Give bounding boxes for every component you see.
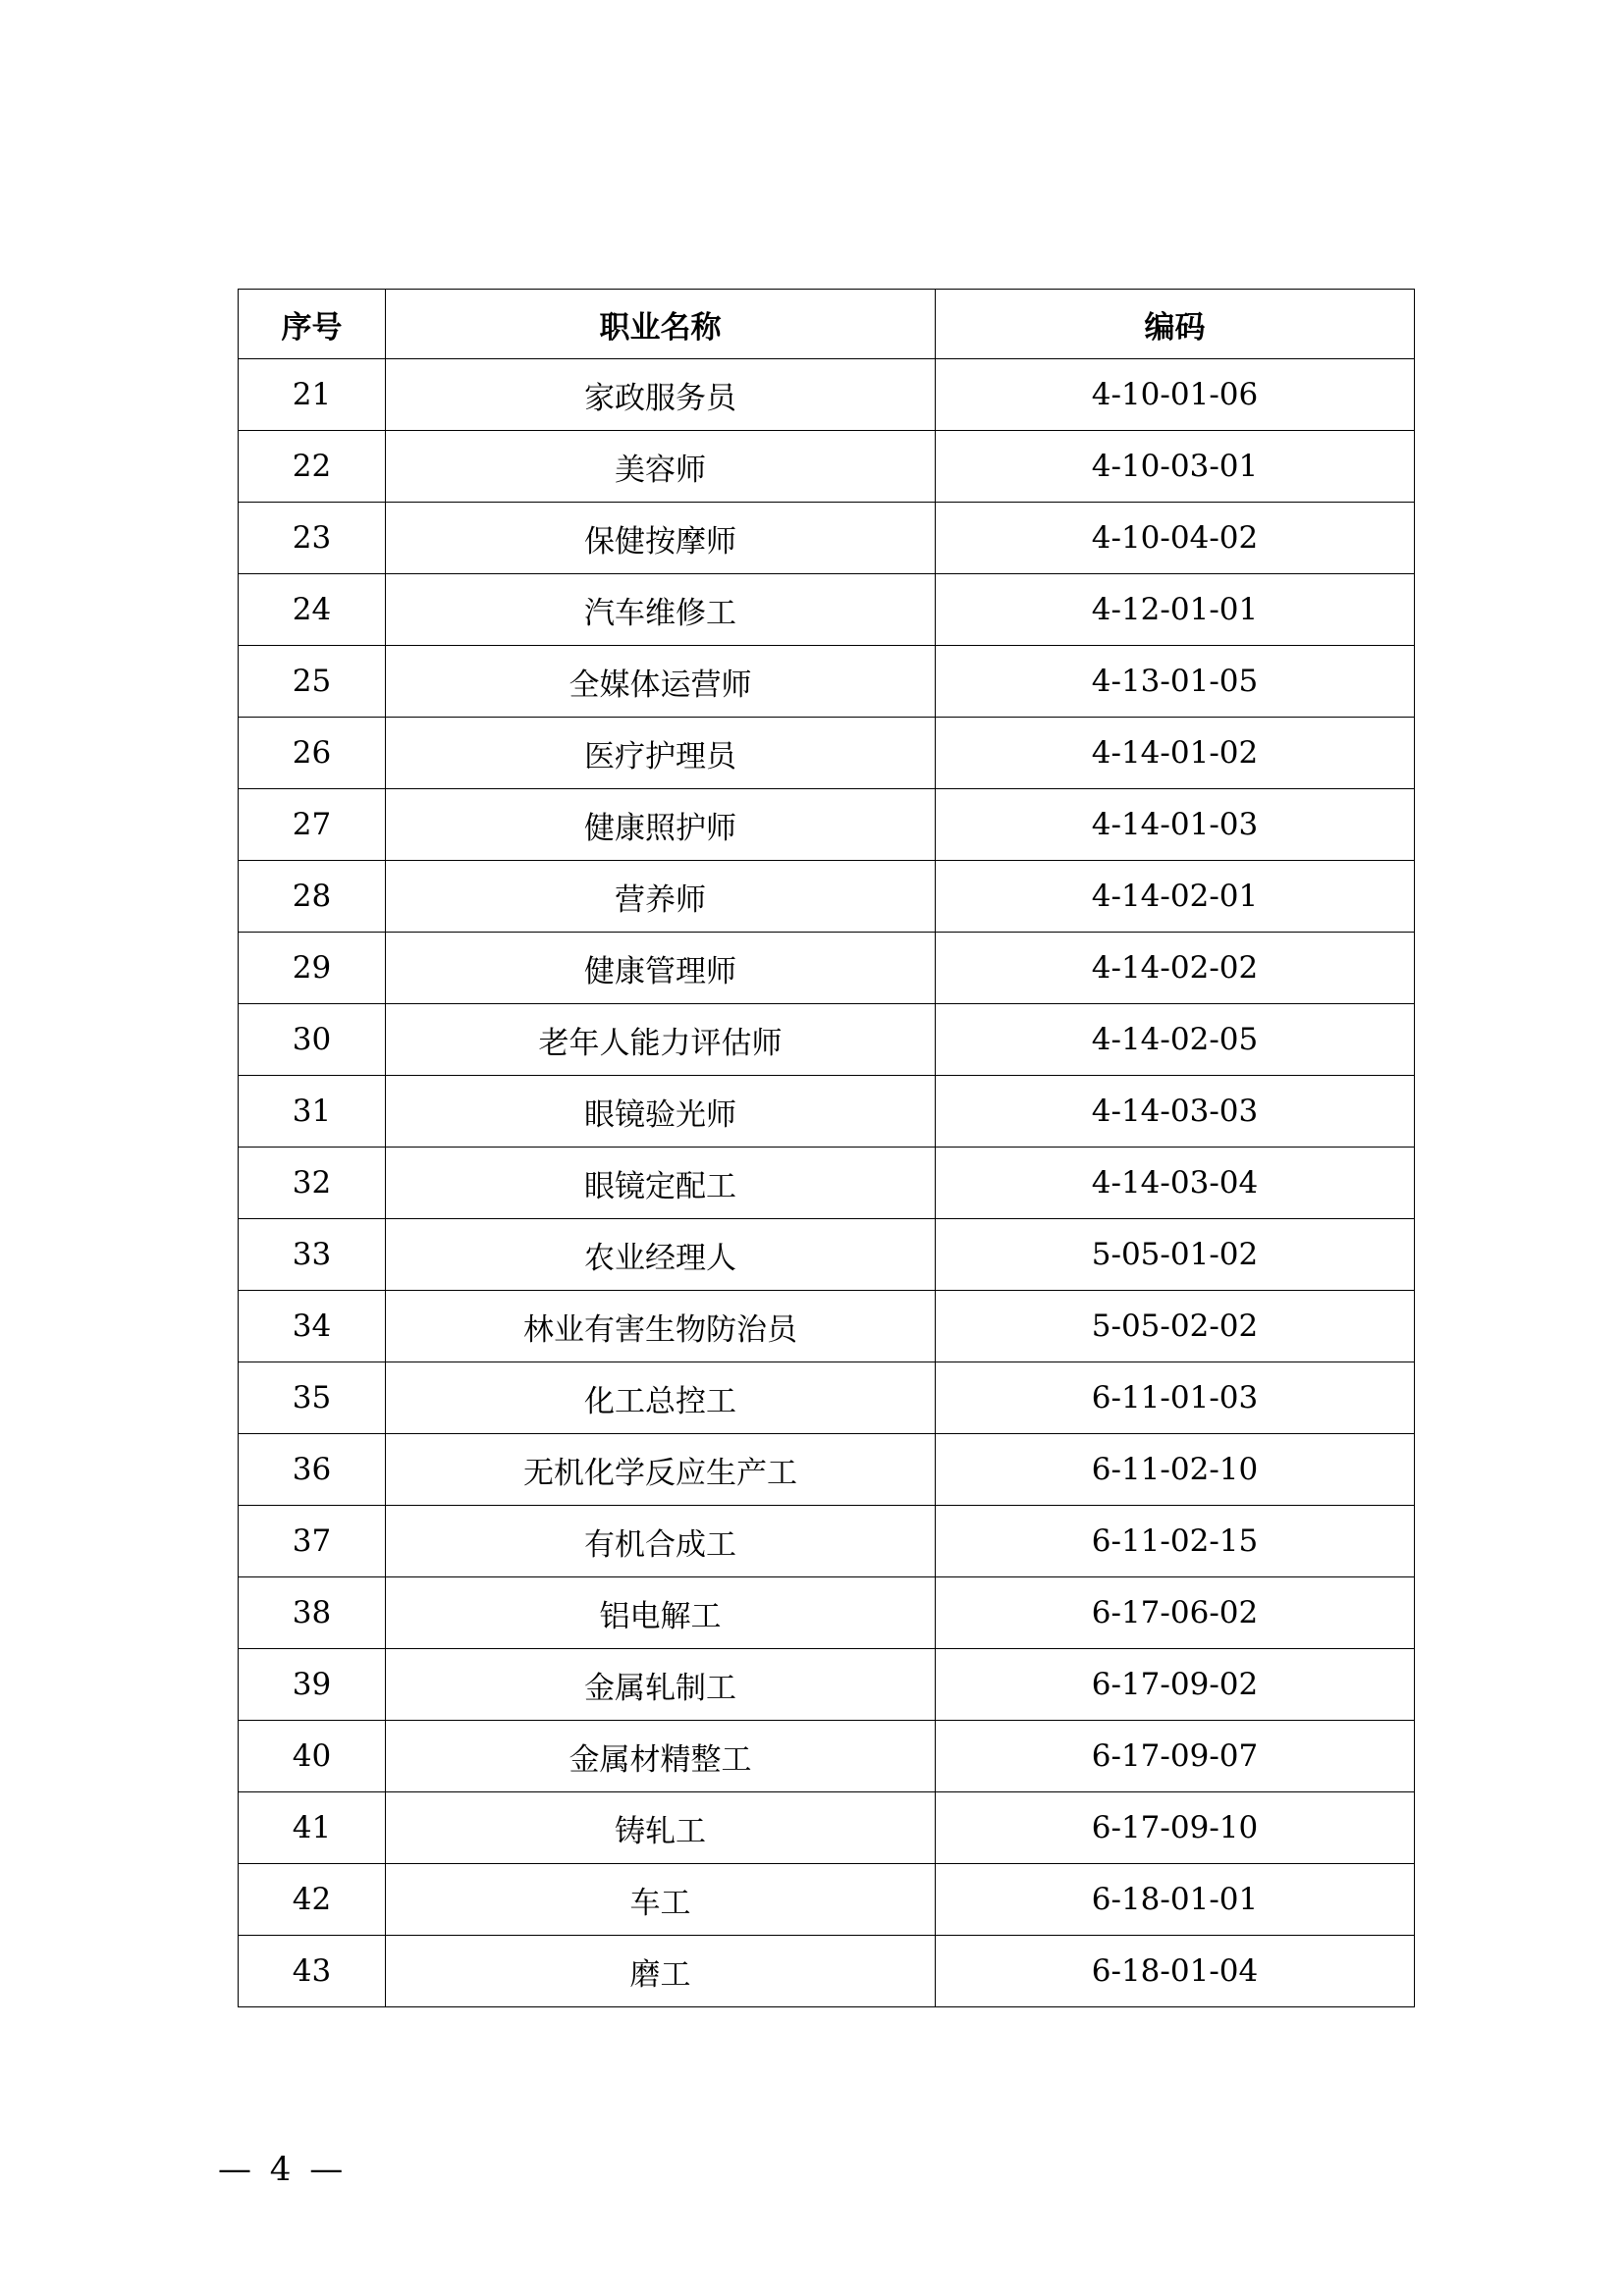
cell-occupation-name: 无机化学反应生产工 xyxy=(386,1434,936,1506)
cell-seq: 38 xyxy=(239,1577,386,1649)
cell-code: 4-14-03-04 xyxy=(936,1148,1415,1219)
table-row xyxy=(239,1577,1415,1649)
table-row xyxy=(239,1864,1415,1936)
cell-code: 4-14-03-03 xyxy=(936,1076,1415,1148)
cell-code: 6-17-09-07 xyxy=(936,1721,1415,1792)
table-row xyxy=(239,1076,1415,1148)
cell-seq: 31 xyxy=(239,1076,386,1148)
table-row xyxy=(239,1362,1415,1434)
cell-seq: 30 xyxy=(239,1004,386,1076)
cell-occupation-name: 铸轧工 xyxy=(386,1792,936,1864)
cell-code: 6-11-02-15 xyxy=(936,1506,1415,1577)
cell-code: 4-13-01-05 xyxy=(936,646,1415,718)
cell-code: 4-14-01-03 xyxy=(936,789,1415,861)
cell-occupation-name: 汽车维修工 xyxy=(386,574,936,646)
cell-seq: 39 xyxy=(239,1649,386,1721)
cell-code: 4-10-03-01 xyxy=(936,431,1415,503)
cell-occupation-name: 车工 xyxy=(386,1864,936,1936)
cell-seq: 34 xyxy=(239,1291,386,1362)
cell-code: 6-17-06-02 xyxy=(936,1577,1415,1649)
cell-occupation-name: 林业有害生物防治员 xyxy=(386,1291,936,1362)
cell-seq: 42 xyxy=(239,1864,386,1936)
cell-code: 6-11-02-10 xyxy=(936,1434,1415,1506)
cell-occupation-name: 健康照护师 xyxy=(386,789,936,861)
table-row xyxy=(239,1219,1415,1291)
table-body xyxy=(239,359,1415,2007)
cell-seq: 23 xyxy=(239,503,386,574)
cell-occupation-name: 医疗护理员 xyxy=(386,718,936,789)
cell-occupation-name: 金属轧制工 xyxy=(386,1649,936,1721)
cell-seq: 35 xyxy=(239,1362,386,1434)
cell-seq: 40 xyxy=(239,1721,386,1792)
cell-code: 4-12-01-01 xyxy=(936,574,1415,646)
cell-occupation-name: 化工总控工 xyxy=(386,1362,936,1434)
cell-seq: 43 xyxy=(239,1936,386,2007)
cell-occupation-name: 铝电解工 xyxy=(386,1577,936,1649)
cell-code: 6-18-01-01 xyxy=(936,1864,1415,1936)
table-row xyxy=(239,1434,1415,1506)
cell-seq: 28 xyxy=(239,861,386,933)
cell-code: 4-14-01-02 xyxy=(936,718,1415,789)
cell-code: 5-05-02-02 xyxy=(936,1291,1415,1362)
cell-code: 6-17-09-02 xyxy=(936,1649,1415,1721)
cell-occupation-name: 农业经理人 xyxy=(386,1219,936,1291)
cell-code: 6-11-01-03 xyxy=(936,1362,1415,1434)
cell-occupation-name: 眼镜验光师 xyxy=(386,1076,936,1148)
table-row xyxy=(239,861,1415,933)
cell-seq: 32 xyxy=(239,1148,386,1219)
cell-seq: 29 xyxy=(239,933,386,1004)
table-row xyxy=(239,1506,1415,1577)
cell-occupation-name: 保健按摩师 xyxy=(386,503,936,574)
table-row xyxy=(239,431,1415,503)
cell-occupation-name: 全媒体运营师 xyxy=(386,646,936,718)
cell-seq: 24 xyxy=(239,574,386,646)
table-row xyxy=(239,359,1415,431)
table-row xyxy=(239,646,1415,718)
cell-occupation-name: 家政服务员 xyxy=(386,359,936,431)
cell-seq: 22 xyxy=(239,431,386,503)
cell-seq: 33 xyxy=(239,1219,386,1291)
table-row xyxy=(239,718,1415,789)
cell-code: 6-17-09-10 xyxy=(936,1792,1415,1864)
cell-occupation-name: 健康管理师 xyxy=(386,933,936,1004)
cell-code: 4-10-04-02 xyxy=(936,503,1415,574)
cell-code: 4-14-02-05 xyxy=(936,1004,1415,1076)
page-number: — 4 — xyxy=(218,2150,348,2189)
occupation-table xyxy=(238,289,1415,2007)
table-header-row xyxy=(239,290,1415,359)
cell-code: 4-14-02-01 xyxy=(936,861,1415,933)
cell-code: 5-05-01-02 xyxy=(936,1219,1415,1291)
cell-occupation-name: 金属材精整工 xyxy=(386,1721,936,1792)
header-code: 编码 xyxy=(936,290,1415,359)
cell-occupation-name: 老年人能力评估师 xyxy=(386,1004,936,1076)
cell-occupation-name: 有机合成工 xyxy=(386,1506,936,1577)
cell-seq: 27 xyxy=(239,789,386,861)
table-row xyxy=(239,933,1415,1004)
header-seq: 序号 xyxy=(239,290,386,359)
table-row xyxy=(239,1148,1415,1219)
table-row xyxy=(239,574,1415,646)
cell-occupation-name: 营养师 xyxy=(386,861,936,933)
table-row xyxy=(239,1936,1415,2007)
cell-occupation-name: 眼镜定配工 xyxy=(386,1148,936,1219)
cell-code: 4-10-01-06 xyxy=(936,359,1415,431)
cell-code: 6-18-01-04 xyxy=(936,1936,1415,2007)
table-row xyxy=(239,503,1415,574)
cell-seq: 37 xyxy=(239,1506,386,1577)
cell-seq: 25 xyxy=(239,646,386,718)
cell-seq: 36 xyxy=(239,1434,386,1506)
cell-code: 4-14-02-02 xyxy=(936,933,1415,1004)
table-row xyxy=(239,1721,1415,1792)
header-occupation-name: 职业名称 xyxy=(386,290,936,359)
table-row xyxy=(239,1792,1415,1864)
cell-seq: 21 xyxy=(239,359,386,431)
table-row xyxy=(239,1649,1415,1721)
cell-seq: 41 xyxy=(239,1792,386,1864)
cell-seq: 26 xyxy=(239,718,386,789)
table-row xyxy=(239,1004,1415,1076)
table-row xyxy=(239,1291,1415,1362)
cell-occupation-name: 美容师 xyxy=(386,431,936,503)
table-row xyxy=(239,789,1415,861)
cell-occupation-name: 磨工 xyxy=(386,1936,936,2007)
